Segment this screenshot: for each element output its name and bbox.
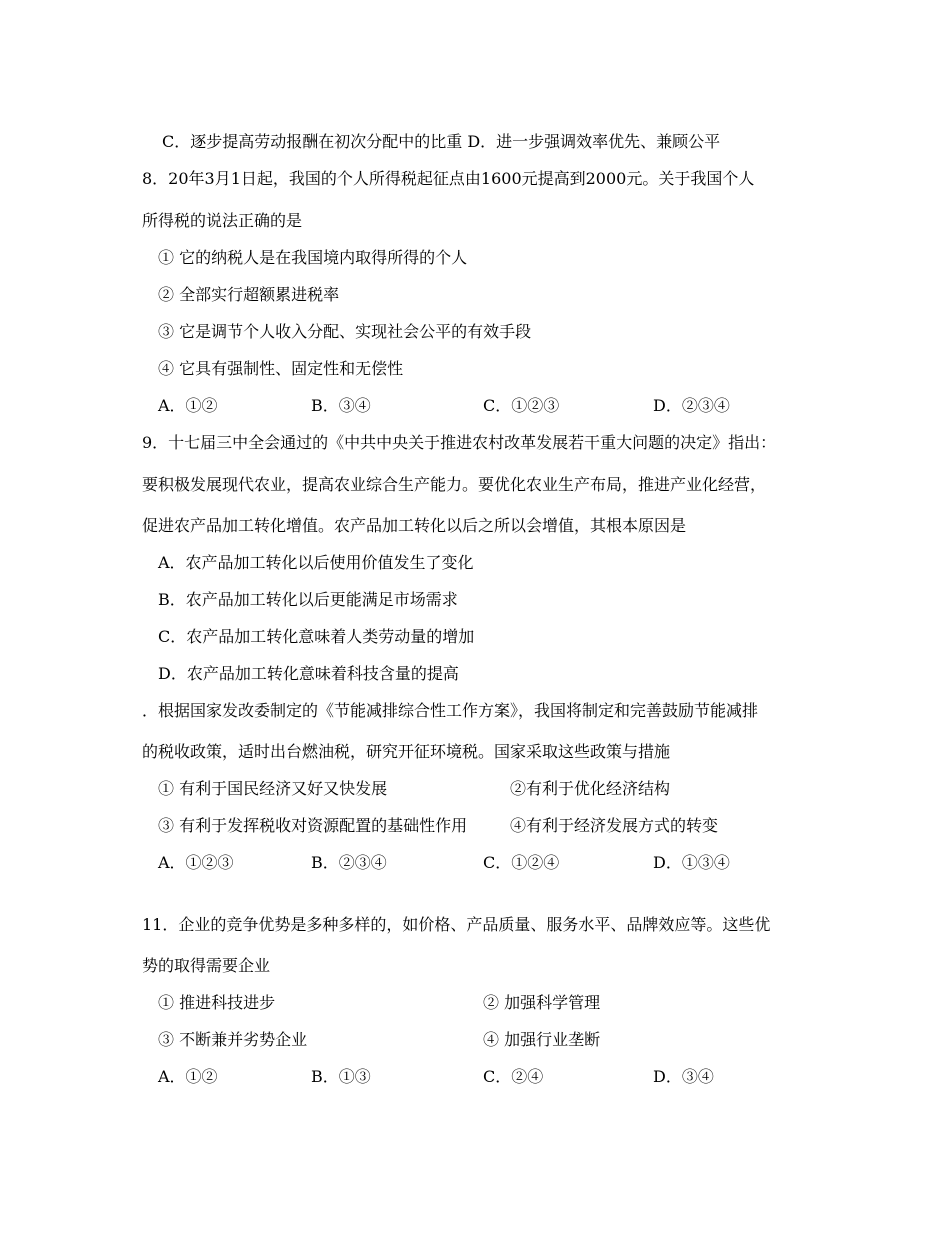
- q8-answer-d: D．②③④: [653, 396, 730, 415]
- q10-answer-c: C．①②④: [483, 853, 560, 872]
- q8-stem-line2: 所得税的说法正确的是: [142, 211, 303, 230]
- q9-stem-line1: 9．十七届三中全会通过的《中共中央关于推进农村改革发展若干重大问题的决定》指出：: [142, 433, 777, 452]
- q8-answer-row: [0, 396, 950, 416]
- q10-statement-1: ① 有利于国民经济又好又快发展: [158, 779, 388, 798]
- q11-answer-a: A．①②: [158, 1067, 218, 1086]
- q10-statement-3: ③ 有利于发挥税收对资源配置的基础性作用: [158, 816, 468, 835]
- q9-stem-line2: 要积极发展现代农业，提高农业综合生产能力。要优化农业生产布局，推进产业化经营，: [142, 475, 767, 494]
- q8-answer-c: C．①②③: [483, 396, 560, 415]
- q11-answer-d: D．③④: [653, 1067, 714, 1086]
- q11-answer-b: B．①③: [311, 1067, 371, 1086]
- q11-statement-1: ① 推进科技进步: [158, 993, 276, 1012]
- q10-stem-line2: 的税收政策，适时出台燃油税，研究开征环境税。国家采取这些政策与措施: [142, 742, 671, 761]
- q10-statement-row2: [0, 816, 950, 836]
- q9-option-c: C．农产品加工转化意味着人类劳动量的增加: [158, 627, 475, 646]
- q10-stem-line1: ．根据国家发改委制定的《节能减排综合性工作方案》，我国将制定和完善鼓励节能减排: [142, 701, 759, 720]
- q10-statement-row1: [0, 779, 950, 799]
- q8-answer-b: B．③④: [311, 396, 371, 415]
- q11-statement-2: ② 加强科学管理: [483, 993, 601, 1012]
- q9-option-b: B．农产品加工转化以后更能满足市场需求: [158, 590, 458, 609]
- q8-statement-2: ② 全部实行超额累进税率: [158, 285, 340, 304]
- q11-answer-row: [0, 1067, 950, 1087]
- q11-statement-row1: [0, 993, 950, 1013]
- q11-stem-line2: 势的取得需要企业: [142, 956, 271, 975]
- q10-answer-row: [0, 853, 950, 873]
- q9-option-d: D．农产品加工转化意味着科技含量的提高: [158, 664, 459, 683]
- q10-answer-d: D．①③④: [653, 853, 730, 872]
- q10-answer-b: B．②③④: [311, 853, 387, 872]
- q11-statement-3: ③ 不断兼并劣势企业: [158, 1030, 308, 1049]
- q7-option-cd: C．逐步提高劳动报酬在初次分配中的比重 D．进一步强调效率优先、兼顾公平: [162, 132, 721, 151]
- q10-statement-2: ②有利于优化经济结构: [510, 779, 671, 798]
- q8-stem-line1: 8．20年3月1日起，我国的个人所得税起征点由1600元提高到2000元。关于我国个人: [142, 169, 755, 188]
- q8-statement-4: ④ 它具有强制性、固定性和无偿性: [158, 359, 404, 378]
- q11-statement-row2: [0, 1030, 950, 1050]
- q8-answer-a: A．①②: [158, 396, 218, 415]
- q9-option-a: A．农产品加工转化以后使用价值发生了变化: [158, 553, 474, 572]
- q8-statement-1: ① 它的纳税人是在我国境内取得所得的个人: [158, 248, 468, 267]
- q11-answer-c: C．②④: [483, 1067, 544, 1086]
- q10-answer-a: A．①②③: [158, 853, 234, 872]
- q11-stem-line1: 11．企业的竞争优势是多种多样的，如价格、产品质量、服务水平、品牌效应等。这些优: [142, 915, 771, 934]
- q9-stem-line3: 促进农产品加工转化增值。农产品加工转化以后之所以会增值，其根本原因是: [142, 516, 687, 535]
- q8-statement-3: ③ 它是调节个人收入分配、实现社会公平的有效手段: [158, 322, 532, 341]
- q10-statement-4: ④有利于经济发展方式的转变: [510, 816, 719, 835]
- q11-statement-4: ④ 加强行业垄断: [483, 1030, 601, 1049]
